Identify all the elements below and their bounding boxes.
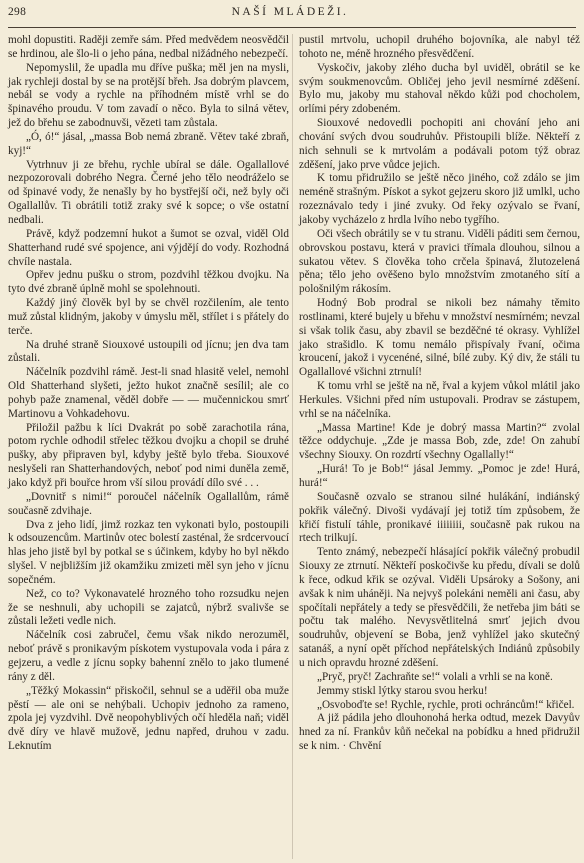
paragraph: „Pryč, pryč! Zachraňte se!“ volali a vrhli se na koně. — [317, 670, 553, 683]
paragraph: „Dovnitř s nimi!“ poroučel náčelník Ogallallům, rámě současně zdvihaje. — [8, 490, 289, 517]
paragraph: Náčelník cosi zabručel, čemu však nikdo nerozuměl, neboť právě s pronikavým pískotem vystupovala voda i pára z gejzeru, a vedle z jícnu sopky bahenní znělo to jako tlumené rány z děl. — [8, 629, 289, 683]
paragraph: Tento známý, nebezpečí hlásající pokřik válečný probudil Siouxy ze ztrnutí. Někteří poskočivše ku předu, dívali se dolů k řece, odkud křik se ozýval. Viděli Upsároky a Sošony, ani avšak k nim uháněji. Na nejvyš polekáni neměli ani času, aby spočítali nepřátely a tedy se přesvědčili, že netřeba jim báti se počtu tak malého. Nevysvětlitelná smrť jejich dvou soudruhův, objevení se Boba, jenž vyhlížel jako skutečný satanáš, a nyní opět příchod nepřátelských Indiánů způsobily u nich opravdu hrozné zděšení. — [299, 546, 580, 669]
paragraph: Siouxové nedovedli pochopiti ani chování jeho ani chování svých dvou soudruhův. Přistoupili blíže. Někteří z nich sehnuli se k mrtvolám a podávali potom týž obraz zděšení, jako prve vůdce jejich. — [299, 117, 580, 171]
paragraph: „Massa Martine! Kde je dobrý massa Martin?“ zvolal těžce oddychuje. „Zde je massa Bob, zde, zde! On zahubí všechny Siouxy. On rozdrtí všechny Ogallally!“ — [299, 421, 580, 462]
paragraph: K tomu vrhl se ještě na ně, řval a kyjem vůkol mlátil jako Herkules. Všichni před ním ustupovali. Prodrav se zástupem, vrhl se na náčelníka. — [299, 380, 580, 420]
paragraph: Vyskočiv, jakoby zlého ducha byl uviděl, obrátil se ke svým soukmenovcům. Obličej jeho jevil nesmírné zděšení. Bylo mu, jakoby mu stahoval někdo kůži pod chocholem, orlími péry zdobeném. — [299, 61, 580, 116]
right-column — [299, 34, 580, 754]
header-rule — [8, 27, 576, 28]
paragraph: Přiložil pažbu k líci Dvakrát po sobě zarachotila rána, potom rychle odhodil střelec těžkou dvojku a chopil se druhé pušky, aby připraven byl, kdyby ještě bylo třeba. Siouxové neslyšeli ran Shatterhandových, neboť pod nimi duněla země, jako když při bouřce hrom vší silou provádí dílo své . . . — [8, 421, 289, 489]
paragraph: Jemmy stiskl lýtky starou svou herku! — [317, 684, 488, 697]
paragraph: „Osvoboďte se! Rychle, rychle, proti ochráncům!“ křičel. — [317, 698, 575, 711]
paragraph: Opřev jednu pušku o strom, pozdvihl těžkou dvojku. Na tyto dvé zbraně úplně mohl se spolehnouti. — [8, 269, 289, 296]
paragraph: Nepomyslil, že upadla mu dříve puška; měl jen na mysli, jak rychleji dostal by se na protější břeh. Jsa dobrým plavcem, nebál se vody a rychle na příhodném místě vrhl se do špinavého proudu. V tom zavadí o něco. Byla to silná větev, jež do břehu se zabodnuvši, vězeti tam zůstala. — [8, 61, 289, 130]
paragraph: „Ó, ó!“ jásal, „massa Bob nemá zbraně. Větev také zbraň, kyj!“ — [8, 130, 289, 157]
page-number: 298 — [8, 6, 27, 18]
paragraph: Na druhé straně Siouxové ustoupili od jícnu; jen dva tam zůstali. — [8, 338, 289, 365]
left-column — [8, 34, 289, 754]
paragraph: Než, co to? Vykonavatelé hrozného toho rozsudku nejen že se neshnuli, aby uchopili se zajatců, nýbrž svalivše se zůstali ležeti vedle nich. — [8, 587, 289, 628]
paragraph: Hodný Bob prodral se nikoli bez námahy těmito rostlinami, které bujely u břehu v množství nesmírném; nevzal si však tolik času, aby zbavil se bezděčné té okrasy. Vyhlížel jako strašidlo. K tomu nemálo přispívaly řvaní, očima kroucení, jakož i vycenéné, silné, bílé zuby. Ký div, že stáli tu Ogallallové všichni ztrnulí! — [299, 297, 580, 379]
running-title: NAŠÍ MLÁDEŽI. — [231, 6, 349, 18]
page-header — [8, 6, 572, 24]
column-divider — [292, 34, 293, 859]
paragraph: Současně ozvalo se stranou silné hulákání, indiánský pokřik válečný. Divoši vydávají jej totiž tím způsobem, že křičí fistulí táhle, pronikavé iiiiiiii, současně pak rukou na rtech trilkují. — [299, 490, 580, 545]
paragraph: „Hurá! To je Bob!“ jásal Jemmy. „Pomoc je zde! Hurá, hurá!“ — [299, 463, 580, 489]
paragraph: A již pádila jeho dlouhonohá herka odtud, mezek Davyův hned za ní. Frankův kůň nečekal na pobídku a hned přidružil se k nim. · Chvění — [299, 712, 580, 753]
paragraph-continuation: mohl dopustiti. Raději zemře sám. Před medvědem neosvědčil se hrdinou, ale šlo-li o jeho pána, nedbal nižádného nebezpečí. — [8, 34, 289, 60]
paragraph: Právě, když podzemní hukot a šumot se ozval, viděl Old Shatterhand rudé své spojence, ani výjdějí do vody. Rozhodná chvíle nastala. — [8, 227, 289, 268]
paragraph: Každý jiný člověk byl by se chvěl rozčilením, ale tento muž zůstal klidným, jakoby v úmyslu měl, střílet i s přátely do terče. — [8, 297, 289, 337]
paragraph: Náčelník pozdvihl rámě. Jest-li snad hlasitě velel, nemohl Old Shatterhand slyšeti, ježto hukot značně sesílil; ale co pohyb paže znamenal, věděl dobře — — mučennickou smrť Martinovu a Vohkadehovu. — [8, 366, 289, 420]
paragraph: K tomu přidružilo se ještě něco jiného, což zdálo se jim neméně strašným. Pískot a sykot gejzeru skoro již umlkl, ucho rozeznávalo tedy i jiné zvuky. Od řeky ozývalo se řvaní, jakoby vycházelo z hrdla lvího nebo tygřího. — [299, 172, 580, 226]
paragraph: „Těžký Mokassin“ přiskočil, sehnul se a uděřil oba muže pěstí — ale oni se nehýbali. Uchopiv jednoho za rameno, zpola jej vyzdvihl. Dvě neopohyblivých očí hleděla naň; viděl dvě díry ve hlavě mužově, jednu napřed, druhou v zadu. Leknutím — [8, 684, 289, 753]
paragraph: Vytrhnuv ji ze břehu, rychle ubíral se dále. Ogallallové nezpozorovali dobrého Negra. Černé jeho tělo neodráželo se od špinavé vody, že nenašly by ho bystřejší oči, než byly oči Ogallallův. Ti obrátili totiž zraky své k sopce; o vše ostatní nedbali. — [8, 158, 289, 226]
paragraph: Oči všech obrátily se v tu stranu. Viděli páditi sem černou, obrovskou postavu, která v pravici třímala dlouhou, silnou a sukatou větev. S člověka toho crčela špinavá, žlutozelená pěna; tělo jeho ověšeno bylo množstvím zmotaného sítí a pološnilým rákosím. — [299, 227, 580, 296]
paragraph-continuation: pustil mrtvolu, uchopil druhého bojovníka, ale nabyl též tohoto ne, méně hrozného přesvědčení. — [299, 34, 580, 60]
paragraph: Dva z jeho lidí, jimž rozkaz ten vykonati bylo, postoupili k odsouzencům. Martinův otec bolestí zasténal, že srdcervoucí hlas jeho jistě byl by potkal se s účinkem, kdyby ho byl někdo slyšel. V nejbližším již okamžiku zmizeti měl syn jeho v jícnu sopečném. — [8, 518, 289, 586]
